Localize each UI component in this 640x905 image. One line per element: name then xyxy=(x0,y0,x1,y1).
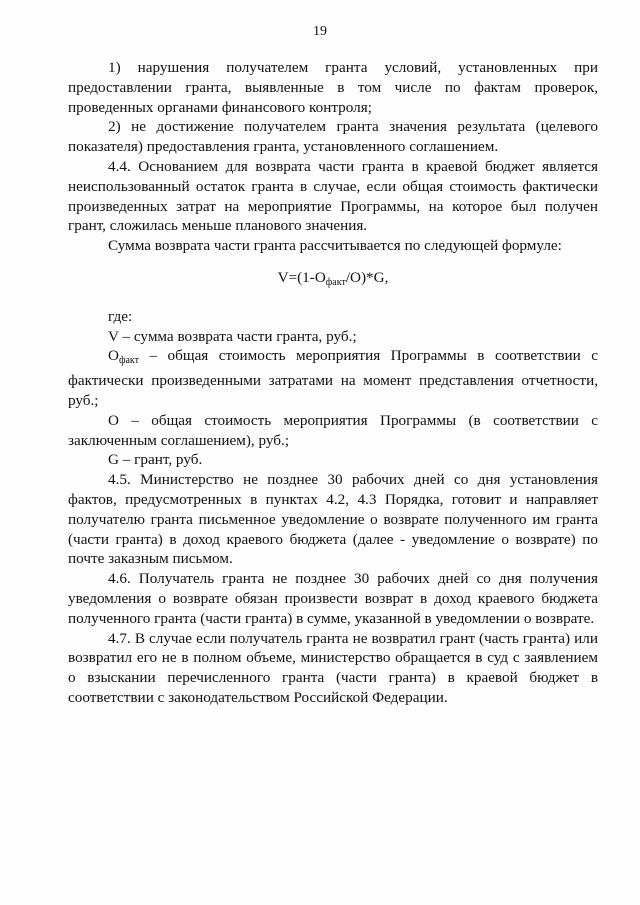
definition-o-fact-text: – общая стоимость мероприятия Программы в соответствии с фактически произведенными затратами на момент представления отчетности, руб.; xyxy=(68,347,598,409)
paragraph-4-7: 4.7. В случае если получатель гранта не возвратил грант (часть гранта) или возвратил его не в полном объеме, министерство обращается в суд с заявлением о взыскании перечисленного гранта (части гранта) в краевой бюджет в соответствии с законодательством Российской Федерации. xyxy=(68,629,598,706)
formula-right: /О)*G, xyxy=(345,268,389,286)
definition-o-fact-var: О xyxy=(108,347,119,365)
formula-subscript: факт xyxy=(325,276,346,288)
paragraph-where: где: xyxy=(108,307,133,325)
document-body xyxy=(68,58,598,708)
paragraph-4-4: 4.4. Основанием для возврата части гранта в краевой бюджет является неиспользованный остаток гранта в случае, если общая стоимость фактически произведенных затрат на мероприятие Программы, на которое был получен грант, сложилась меньше планового значения. xyxy=(68,157,598,235)
return-formula xyxy=(68,268,598,293)
paragraph-formula-intro: Сумма возврата части гранта рассчитывается по следующей формуле: xyxy=(108,237,562,255)
page-number: 19 xyxy=(313,24,327,39)
definition-o-fact-subscript: факт xyxy=(118,355,139,367)
paragraph-4-6: 4.6. Получатель гранта не позднее 30 рабочих дней со дня получения уведомления о возврате обязан произвести возврат в доход краевого бюджета полученного гранта (части гранта) в сумме, указанной в уведомлении о возврате. xyxy=(68,570,598,627)
paragraph-4-5: 4.5. Министерство не позднее 30 рабочих дней со дня установления фактов, предусмотренных в пунктах 4.2, 4.3 Порядка, готовит и направляет получателю гранта письменное уведомление о возврате полученного им гранта (части гранта) в доход краевого бюджета (далее - уведомление о возврате) по почте заказным письмом. xyxy=(68,471,598,568)
paragraph-violation-conditions: 1) нарушения получателем гранта условий, установленных при предоставлении гранта, выявленные в том числе по фактам проверок, проведенных органами финансового контроля; xyxy=(68,59,598,116)
paragraph-result-not-achieved: 2) не достижение получателем гранта значения результата (целевого показателя) предоставления гранта, установленного соглашением. xyxy=(68,118,598,156)
formula-left: V=(1-О xyxy=(277,268,326,286)
definition-o: О – общая стоимость мероприятия Программы (в соответствии с заключенным соглашением), руб.; xyxy=(68,411,598,449)
definition-g: G – грант, руб. xyxy=(108,451,203,469)
definition-o-fact xyxy=(68,346,598,410)
definition-v: V – сумма возврата части гранта, руб.; xyxy=(108,327,357,345)
